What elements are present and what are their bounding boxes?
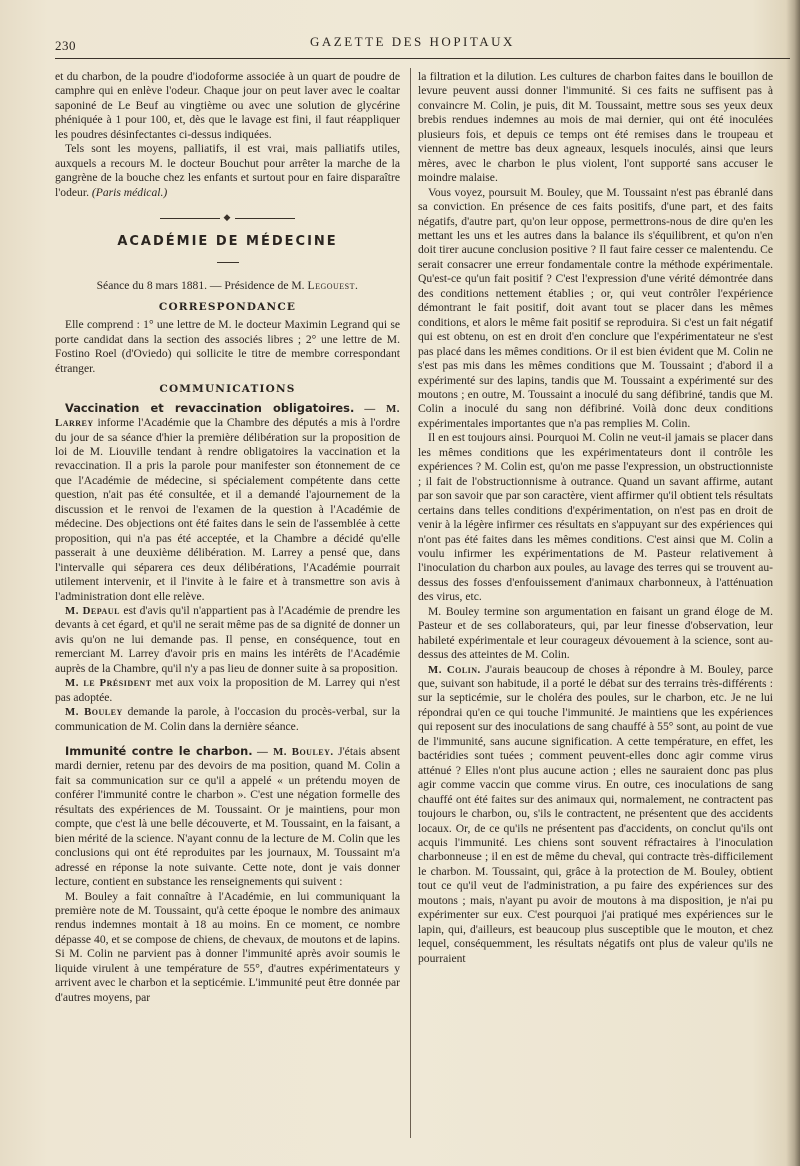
speaker-name: M. Colin.: [428, 663, 481, 676]
spacer: [55, 734, 400, 744]
president-name: Legouest.: [307, 279, 359, 293]
speaker-name: M. Bouley: [65, 706, 123, 719]
column-divider: [410, 68, 411, 1138]
short-rule: [55, 253, 400, 267]
paragraph: Il en est toujours ainsi. Pourquoi M. Colin ne veut-il jamais se placer dans les mêmes conditions que les expérimentateurs dont il contrôle les expériences ? M. Colin est, qu'on me passe l'expression, un obstructionniste ; il fait de l'obstructionnisme à outrance. Quand un savant affirme, autant par son savoir que par son caractère, vient affirmer qu'il obtient tels résultats certains dans telles conditions d'expérimentation, on n'est pas en droit de venir à la légère infirmer ces résultats en s'appuyant sur des expériences qui n'ont pas été faites dans les mêmes conditions. C'est ainsi que M. Colin a voulu infirmer les expérimentations de M. Pasteur relativement à l'inoculation du charbon aux poules, au lavage des terres qui se trouvent au-dessus des fosses d'enfouissement d'animaux charbonneux, à l'atténuation des virus, etc.: [418, 431, 773, 604]
right-column: [418, 70, 773, 966]
ornament-divider: ◆: [55, 210, 400, 224]
subhead-correspondance: CORRESPONDANCE: [158, 300, 297, 313]
paragraph: Vous voyez, poursuit M. Bouley, que M. Toussaint n'est pas ébranlé dans sa conviction. En présence de ces faits positifs, d'une part, et des faits négatifs, d'autre part, qu'on leur oppose, permettrons-nous de dire qu'en les mettant les uns et les autres dans la balance ils s'équilibrent, et qu'on n'en doit tirer aucune conclusion positive ? Il faut faire cesser ce malentendu. Ce serait consacrer une erreur fondamentale contre la méthode expérimentale. Qu'est-ce qu'un fait positif ? C'est l'expression d'une vérité démontrée dans des conditions nettement établies ; or, qui veut contrôler l'expérience démontrant le fait positif, doit avant tout se placer dans les mêmes conditions, et alors le même fait positif se reproduira. Si c'est un fait négatif qui est obtenu, on est en droit d'en conclure que l'expérimentateur ne s'est pas placé dans les mêmes conditions. Or il est bien évident que M. Colin ne s'est pas mis dans les mêmes conditions que M. Toussaint ; d'abord il a expérimenté sur des lapins, tandis que M. Toussaint a expérimenté sur des moutons ; en outre, M. Toussaint a inoculé du sang défibriné, tandis que M. Colin a inoculé du sang non défibriné. Voilà donc deux conditions expérimentales importantes que n'a pas remplies M. Colin.: [418, 185, 773, 430]
paragraph: la filtration et la dilution. Les cultures de charbon faites dans le bouillon de levure peuvent aussi donner l'immunité. Si ces faits ne suffisent pas à convaincre M. Colin, je puis, dit M. Toussaint, mettre sous ses yeux deux brebis rendues indemnes au mois de mai dernier, qui ont été inoculées plusieurs fois, et depuis ce temps ont été remises dans le troupeau et viennent de mettre bas deux agneaux, lesquels inoculés, ainsi que leurs mères, avec le charbon le plus violent, l'ont supporté sans accuser le moindre malaise.: [418, 70, 773, 185]
speaker-name: — M. Larrey: [55, 402, 401, 430]
paragraph: M. Bouley demande la parole, à l'occasion du procès-verbal, sur la communication de M. Colin dans la dernière séance.: [55, 705, 400, 733]
section-title: ACADÉMIE DE MÉDECINE: [117, 233, 338, 249]
paragraph: Immunité contre le charbon. — M. Bouley. J'étais absent mardi dernier, retenu par des devoirs de ma position, quand M. Colin a fait sa communication sur ce qu'il a appelé « un prétendu moyen de conférer l'immunité contre le charbon ». C'est une négation formelle des résultats des expériences de M. Toussaint. Or je maintiens, pour mon compte, que c'est là une belle découverte, et M. Toussaint, en la faisant, a bien mérité de la science. N'ayant connu de la lecture de M. Colin que les conclusions qui ont été reproduites par les journaux, M. Toussaint m'a adressé en réponse la note suivante. Cette note, dont je vais donner lecture, contient en substance les renseignements qui suivent :: [55, 744, 401, 889]
speaker-name: M. Depaul: [65, 604, 120, 617]
paragraph: M. Depaul est d'avis qu'il n'appartient pas à l'Académie de prendre les devants à cet égard, et qu'il ne serait même pas de sa dignité de donner un avis qu'on ne lui demande pas. Il pense, en conséquence, tout en remerciant M. Larrey d'avoir pris en mains les intérêts de l'Académie auprès de la Chambre, qu'il n'y a pas lieu de donner suite à sa proposition.: [55, 603, 400, 675]
paragraph: M. Colin. J'aurais beaucoup de choses à répondre à M. Bouley, parce que, suivant son habitude, il a porté le débat sur des terrains très-différents : sur la septicémie, sur le choléra des poules, sur le charbon, etc. Je ne lui répondrai qu'en ce qui touche l'immunité. Je maintiens que les expériences qui reposent sur des inoculations de sang chauffé à 55° sont, au point de vue de l'immunité, sans aucune signification. A cette température, en effet, les bactéridies sont tuées ; comment peuvent-elles donc agir comme virus atténué ? Elles n'ont plus aucune action ; elles ne sauraient donc pas plus agir comme vaccin que comme virus. En outre, ces inoculations de sang chauffé ont été faites sur des animaux qui, normalement, ne contractent pas toujours le charbon, ou, s'ils le contractent, ne présentent que des accidents locaux. Or, de ce qu'ils ne présentent pas d'accidents, on conclut qu'ils ont acquis l'immunité. Les chiens sont souvent réfractaires à l'inoculation charbonneuse ; il en est de même du cheval, qui contracte très-difficilement le charbon. M. Toussaint, qui, grâce à la protection de M. Bouley, obtient tout ce qu'il veut de l'administration, a pu faire des expériences sur des moutons ; mais, n'ayant pu avoir de moutons à ma disposition, je n'ai pu expérimenter sur eux. C'est pourquoi j'ai pratiqué mes expériences sur le lapin, qui, d'ailleurs, est beaucoup plus susceptible que le mouton, et chez lequel, conséquemment, les résultats négatifs ont plus de valeur qu'ils ne pourraient: [418, 662, 773, 965]
paragraph: Elle comprend : 1° une lettre de M. le docteur Maximin Legrand qui se porte candidat dans la section des associés libres ; 2° une lettre de M. Fostino Roel (d'Oviedo) qui sollicite le titre de membre correspondant étranger.: [55, 318, 400, 375]
page-number: 230: [55, 38, 76, 53]
paragraph: Tels sont les moyens, palliatifs, il est vrai, mais palliatifs utiles, auxquels a recours M. le docteur Bouchut pour arrêter la marche de la gangrène de la bouche chez les enfants et surtout pour en faire disparaître l'odeur. (Paris médical.): [55, 142, 400, 199]
paragraph: et du charbon, de la poudre d'iodoforme associée à un quart de poudre de camphre qui en enlève l'odeur. Chaque jour on peut laver avec le coaltar saponiné de Le Beuf au vingtième ou avec une solution de glycérine phéniquée à 1 pour 100, et, dès que le lavage est fini, il faut réappliquer les poudres désinfectantes ci-dessus indiquées.: [55, 70, 400, 141]
topic-title: Immunité contre le charbon.: [65, 744, 253, 759]
running-title: GAZETTE DES HOPITAUX: [310, 34, 515, 49]
paragraph: M. Bouley termine son argumentation en faisant un grand éloge de M. Pasteur et de ses collaborateurs, qui, par leur finesse d'observation, leur habileté expérimentale et leur courageux dévouement à la science, sont au-dessus des atteintes de M. Colin.: [418, 604, 773, 662]
speaker-name: M. le Président: [65, 677, 152, 690]
source-citation: (Paris médical.): [91, 185, 168, 199]
paragraph: Vaccination et revaccination obligatoires. — M. Larrey informe l'Académie que la Chambre des députés a mis à l'ordre du jour de sa séance d'hier la première délibération sur la proposition de loi de M. Liouville tendant à rendre obligatoires la vaccination et la revaccination. Il a pris la parole pour manifester son étonnement de ce que l'Académie de médecine, si spécialement compétente dans cette question, n'ait pas été consultée, et il a demandé l'ajournement de la discussion et le renvoi de l'examen de la question à l'Académie de médecine. Des objections ont été faites dans le sein de l'assemblée à cette proposition, qui n'a pas été acceptée, et la Chambre a décidé qu'elle passerait à une deuxième délibération. M. Larrey a pensé que, dans l'intervalle qui séparera ces deux délibérations, l'Académie pourrait utilement intervenir, et il l'invite à le faire et à transmettre son avis à l'administration dont elle relève.: [55, 400, 401, 603]
topic-title: Vaccination et revaccination obligatoires.: [65, 400, 355, 415]
paragraph: M. le Président met aux voix la proposition de M. Larrey qui n'est pas adoptée.: [55, 676, 400, 704]
left-column: [55, 70, 400, 1005]
speaker-name: — M. Bouley.: [257, 746, 334, 759]
subhead-communications: COMMUNICATIONS: [159, 383, 296, 396]
seance-line: Séance du 8 mars 1881. — Présidence de M. Legouest.: [96, 279, 359, 293]
header-rule: [55, 58, 790, 59]
paragraph: M. Bouley a fait connaître à l'Académie, en lui communiquant la première note de M. Toussaint, qu'à cette époque le nombre des animaux rendus indemnes montait à 18 au moins. En ce moment, ce nombre dépasse 40, et se compose de chiens, de chevaux, de moutons et de lapins. Si M. Colin ne parvient pas à donner l'immunité après avoir soumis le liquide virulent à une température de 55°, d'autres expérimentateurs y arrivent avec le charbon et la septicémie. L'immunité peut être donnée par d'autres moyens, par: [55, 889, 400, 1004]
page-edge-shadow: [786, 0, 800, 1166]
